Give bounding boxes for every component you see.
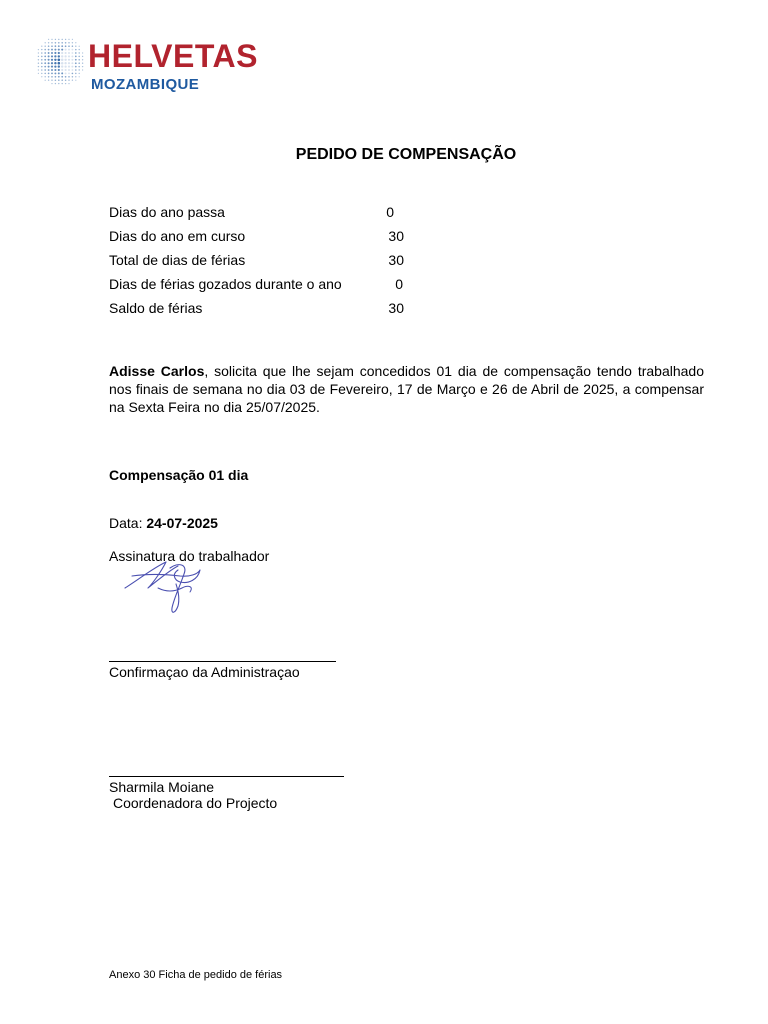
globe-dot bbox=[68, 83, 69, 84]
globe-dot bbox=[61, 42, 63, 44]
summary-value: 0 bbox=[395, 276, 403, 292]
globe-dot bbox=[72, 42, 73, 43]
globe-dot bbox=[38, 52, 39, 53]
globe-dot bbox=[51, 72, 53, 74]
globe-dot bbox=[51, 39, 52, 40]
globe-dot bbox=[78, 59, 80, 61]
compensation-line: Compensação 01 dia bbox=[109, 467, 249, 483]
globe-dot bbox=[61, 62, 64, 65]
globe-dot bbox=[58, 72, 60, 74]
globe-dot bbox=[54, 69, 56, 71]
summary-value: 30 bbox=[388, 252, 404, 268]
globe-dot bbox=[75, 66, 77, 68]
globe-dot bbox=[48, 59, 50, 61]
globe-dot bbox=[58, 59, 61, 62]
globe-dot bbox=[54, 49, 56, 51]
globe-dot bbox=[51, 66, 53, 68]
globe-dot bbox=[82, 63, 83, 64]
globe-dot bbox=[51, 62, 53, 64]
globe-dot bbox=[61, 52, 63, 54]
globe-dot bbox=[41, 46, 42, 47]
globe-dot bbox=[41, 66, 43, 68]
globe-dot bbox=[55, 39, 56, 40]
globe-dot bbox=[72, 49, 74, 51]
globe-dot bbox=[44, 62, 46, 64]
globe-dot bbox=[75, 59, 77, 61]
globe-dot bbox=[55, 42, 57, 44]
globe-dot bbox=[45, 42, 46, 43]
globe-dot bbox=[41, 62, 43, 64]
globe-dot bbox=[78, 66, 80, 68]
globe-dot bbox=[75, 69, 77, 71]
globe-dot bbox=[72, 45, 74, 47]
globe-dot bbox=[78, 69, 79, 70]
globe-dot bbox=[61, 65, 63, 67]
globe-dot bbox=[54, 52, 56, 54]
globe-dot bbox=[44, 76, 45, 77]
globe-dot bbox=[51, 45, 53, 47]
globe-dot bbox=[54, 72, 56, 74]
globe-dot bbox=[82, 66, 83, 67]
globe-dot bbox=[72, 73, 74, 75]
globe-dot bbox=[48, 52, 50, 54]
globe-dot bbox=[58, 65, 60, 67]
globe-dot bbox=[75, 49, 77, 51]
globe-dot bbox=[55, 45, 57, 47]
globe-dot bbox=[68, 39, 69, 40]
globe-dot bbox=[51, 59, 53, 61]
globe-dot bbox=[65, 45, 67, 47]
globe-dot bbox=[78, 62, 80, 64]
globe-dot bbox=[68, 49, 70, 51]
globe-dot bbox=[71, 59, 73, 61]
globe-dot bbox=[48, 39, 49, 40]
globe-dot bbox=[72, 76, 74, 78]
globe-dot bbox=[68, 66, 70, 68]
coordinator-signature-line bbox=[109, 776, 344, 777]
globe-dot bbox=[51, 55, 53, 57]
globe-dot bbox=[58, 79, 60, 81]
handwritten-signature bbox=[118, 558, 208, 618]
signatory-role: Coordenadora do Projecto bbox=[113, 795, 278, 811]
globe-dot bbox=[65, 72, 67, 74]
globe-dot bbox=[44, 69, 46, 71]
globe-dot bbox=[41, 49, 42, 50]
globe-dot bbox=[71, 55, 73, 57]
globe-dot bbox=[71, 52, 73, 54]
globe-dot bbox=[68, 59, 70, 61]
globe-dot bbox=[58, 45, 60, 47]
globe-dot bbox=[61, 39, 62, 40]
date-line bbox=[109, 514, 218, 532]
globe-dot bbox=[41, 52, 43, 54]
admin-signature-line bbox=[109, 661, 336, 662]
globe-dot bbox=[61, 72, 63, 74]
globe-dot bbox=[65, 52, 67, 54]
date-label: Data: bbox=[109, 515, 147, 531]
globe-dot bbox=[51, 79, 52, 80]
globe-dot bbox=[79, 73, 80, 74]
globe-dot bbox=[48, 55, 50, 57]
globe-dot bbox=[38, 49, 39, 50]
globe-dot bbox=[78, 52, 79, 53]
globe-dot bbox=[48, 73, 50, 75]
globe-dot bbox=[62, 83, 63, 84]
globe-dot bbox=[58, 69, 60, 71]
summary-label: Dias do ano em curso bbox=[109, 228, 246, 244]
globe-dot bbox=[54, 55, 56, 57]
globe-dot bbox=[68, 45, 70, 47]
globe-dot bbox=[44, 59, 46, 61]
footer-annex: Anexo 30 Ficha de pedido de férias bbox=[109, 969, 283, 981]
globe-dot bbox=[65, 69, 67, 71]
globe-dot bbox=[68, 69, 70, 71]
globe-dot bbox=[82, 69, 83, 70]
globe-dot bbox=[38, 73, 39, 74]
globe-dot bbox=[75, 45, 76, 46]
globe-dot bbox=[48, 42, 49, 43]
globe-dot bbox=[51, 49, 53, 51]
globe-dot bbox=[58, 42, 60, 44]
globe-dot bbox=[58, 39, 59, 40]
globe-dot bbox=[51, 83, 52, 84]
globe-dot bbox=[48, 69, 50, 71]
worker-signature-label: Assinatura do trabalhador bbox=[109, 548, 270, 564]
globe-dot bbox=[65, 42, 67, 44]
globe-dot bbox=[61, 79, 63, 81]
logo-name: HELVETAS bbox=[88, 38, 258, 74]
globe-dot bbox=[38, 56, 39, 57]
globe-dot bbox=[72, 39, 73, 40]
globe-dot bbox=[82, 52, 83, 53]
globe-dot bbox=[78, 56, 80, 58]
globe-dot bbox=[44, 52, 46, 54]
globe-dot bbox=[61, 59, 64, 62]
globe-dot bbox=[41, 56, 43, 58]
globe-dot bbox=[41, 59, 43, 61]
globe-dot bbox=[75, 73, 77, 75]
globe-dot bbox=[44, 45, 45, 46]
globe-dot bbox=[82, 56, 83, 57]
summary-value: 30 bbox=[388, 228, 404, 244]
globe-dot bbox=[48, 80, 49, 81]
globe-dot bbox=[58, 49, 60, 51]
globe-dot bbox=[65, 79, 67, 81]
summary-label: Total de dias de férias bbox=[109, 252, 246, 268]
globe-dot bbox=[55, 79, 57, 81]
globe-dot bbox=[44, 66, 46, 68]
globe-dot bbox=[82, 59, 83, 60]
globe-dot bbox=[79, 76, 80, 77]
globe-dot bbox=[64, 65, 66, 67]
globe-dot bbox=[54, 59, 56, 61]
globe-dot bbox=[58, 76, 60, 78]
globe-dot bbox=[75, 62, 77, 64]
globe-dot bbox=[64, 55, 66, 57]
globe-dot bbox=[44, 49, 46, 51]
globe-dot bbox=[65, 76, 67, 78]
globe-dot bbox=[38, 62, 39, 63]
globe-icon bbox=[30, 32, 90, 90]
summary-label: Dias de férias gozados durante o ano bbox=[109, 276, 342, 292]
globe-dot bbox=[65, 39, 66, 40]
globe-dot bbox=[68, 79, 69, 80]
globe-dot bbox=[38, 66, 39, 67]
globe-dot bbox=[68, 42, 70, 44]
globe-dot bbox=[61, 76, 63, 78]
globe-dot bbox=[48, 45, 50, 47]
globe-dot bbox=[51, 76, 53, 78]
globe-dot bbox=[38, 69, 39, 70]
globe-dot bbox=[68, 76, 70, 78]
globe-dot bbox=[41, 76, 42, 77]
request-text: , solicita que lhe sejam concedidos 01 dia de compensação tendo trabalhado nos finais de semana no dia 03 de Fevereiro, 17 de Março e 26 de Abril de 2025, a compensar na Sexta Feira no dia 25/07/2025. bbox=[109, 363, 705, 415]
globe-dot bbox=[75, 42, 76, 43]
globe-dot bbox=[79, 49, 80, 50]
globe-dot bbox=[71, 66, 73, 68]
globe-dot bbox=[41, 69, 43, 71]
globe-dot bbox=[48, 66, 50, 68]
globe-dot bbox=[79, 46, 80, 47]
globe-dot bbox=[61, 45, 63, 47]
globe-dot bbox=[58, 55, 60, 57]
globe-dot bbox=[58, 52, 60, 54]
globe-dot bbox=[58, 62, 61, 65]
globe-dot bbox=[61, 49, 63, 51]
globe-dot bbox=[68, 62, 70, 64]
globe-dot bbox=[65, 83, 66, 84]
globe-dot bbox=[64, 59, 66, 61]
globe-dot bbox=[38, 59, 39, 60]
globe-dot bbox=[75, 52, 77, 54]
globe-dot bbox=[48, 76, 50, 78]
document-title: PEDIDO DE COMPENSAÇÃO bbox=[295, 146, 517, 163]
globe-dot bbox=[71, 62, 73, 64]
globe-dot bbox=[68, 55, 70, 57]
globe-dot bbox=[68, 52, 70, 54]
globe-dot bbox=[68, 73, 70, 75]
signatory-name: Sharmila Moiane bbox=[109, 779, 215, 795]
globe-dot bbox=[61, 69, 63, 71]
logo-country: MOZAMBIQUE bbox=[91, 76, 200, 93]
date-value: 24-07-2025 bbox=[146, 515, 218, 531]
globe-dot bbox=[75, 76, 76, 77]
summary-value: 30 bbox=[388, 300, 404, 316]
summary-value: 0 bbox=[386, 204, 394, 220]
globe-dot bbox=[48, 49, 50, 51]
summary-label: Saldo de férias bbox=[109, 300, 203, 316]
globe-dot bbox=[72, 69, 74, 71]
globe-dot bbox=[55, 76, 57, 78]
globe-dot bbox=[41, 73, 42, 74]
globe-dot bbox=[61, 55, 63, 57]
admin-confirmation-label: Confirmaçao da Administraçao bbox=[109, 664, 300, 680]
employee-name: Adisse Carlos bbox=[109, 363, 205, 379]
globe-dot bbox=[51, 42, 53, 44]
globe-dot bbox=[48, 62, 50, 64]
globe-dot bbox=[45, 80, 46, 81]
summary-label: Dias do ano passa bbox=[109, 204, 225, 220]
globe-dot bbox=[44, 56, 46, 58]
globe-dot bbox=[54, 65, 56, 67]
globe-dot bbox=[54, 62, 56, 64]
globe-dot bbox=[75, 80, 76, 81]
globe-dot bbox=[44, 73, 46, 75]
globe-dot bbox=[64, 62, 66, 64]
globe-dot bbox=[75, 56, 77, 58]
globe-dot bbox=[51, 52, 53, 54]
globe-dot bbox=[51, 69, 53, 71]
globe-dot bbox=[65, 49, 67, 51]
request-paragraph bbox=[109, 362, 704, 416]
globe-dot bbox=[55, 83, 56, 84]
globe-dot bbox=[72, 80, 73, 81]
globe-dot bbox=[58, 83, 59, 84]
